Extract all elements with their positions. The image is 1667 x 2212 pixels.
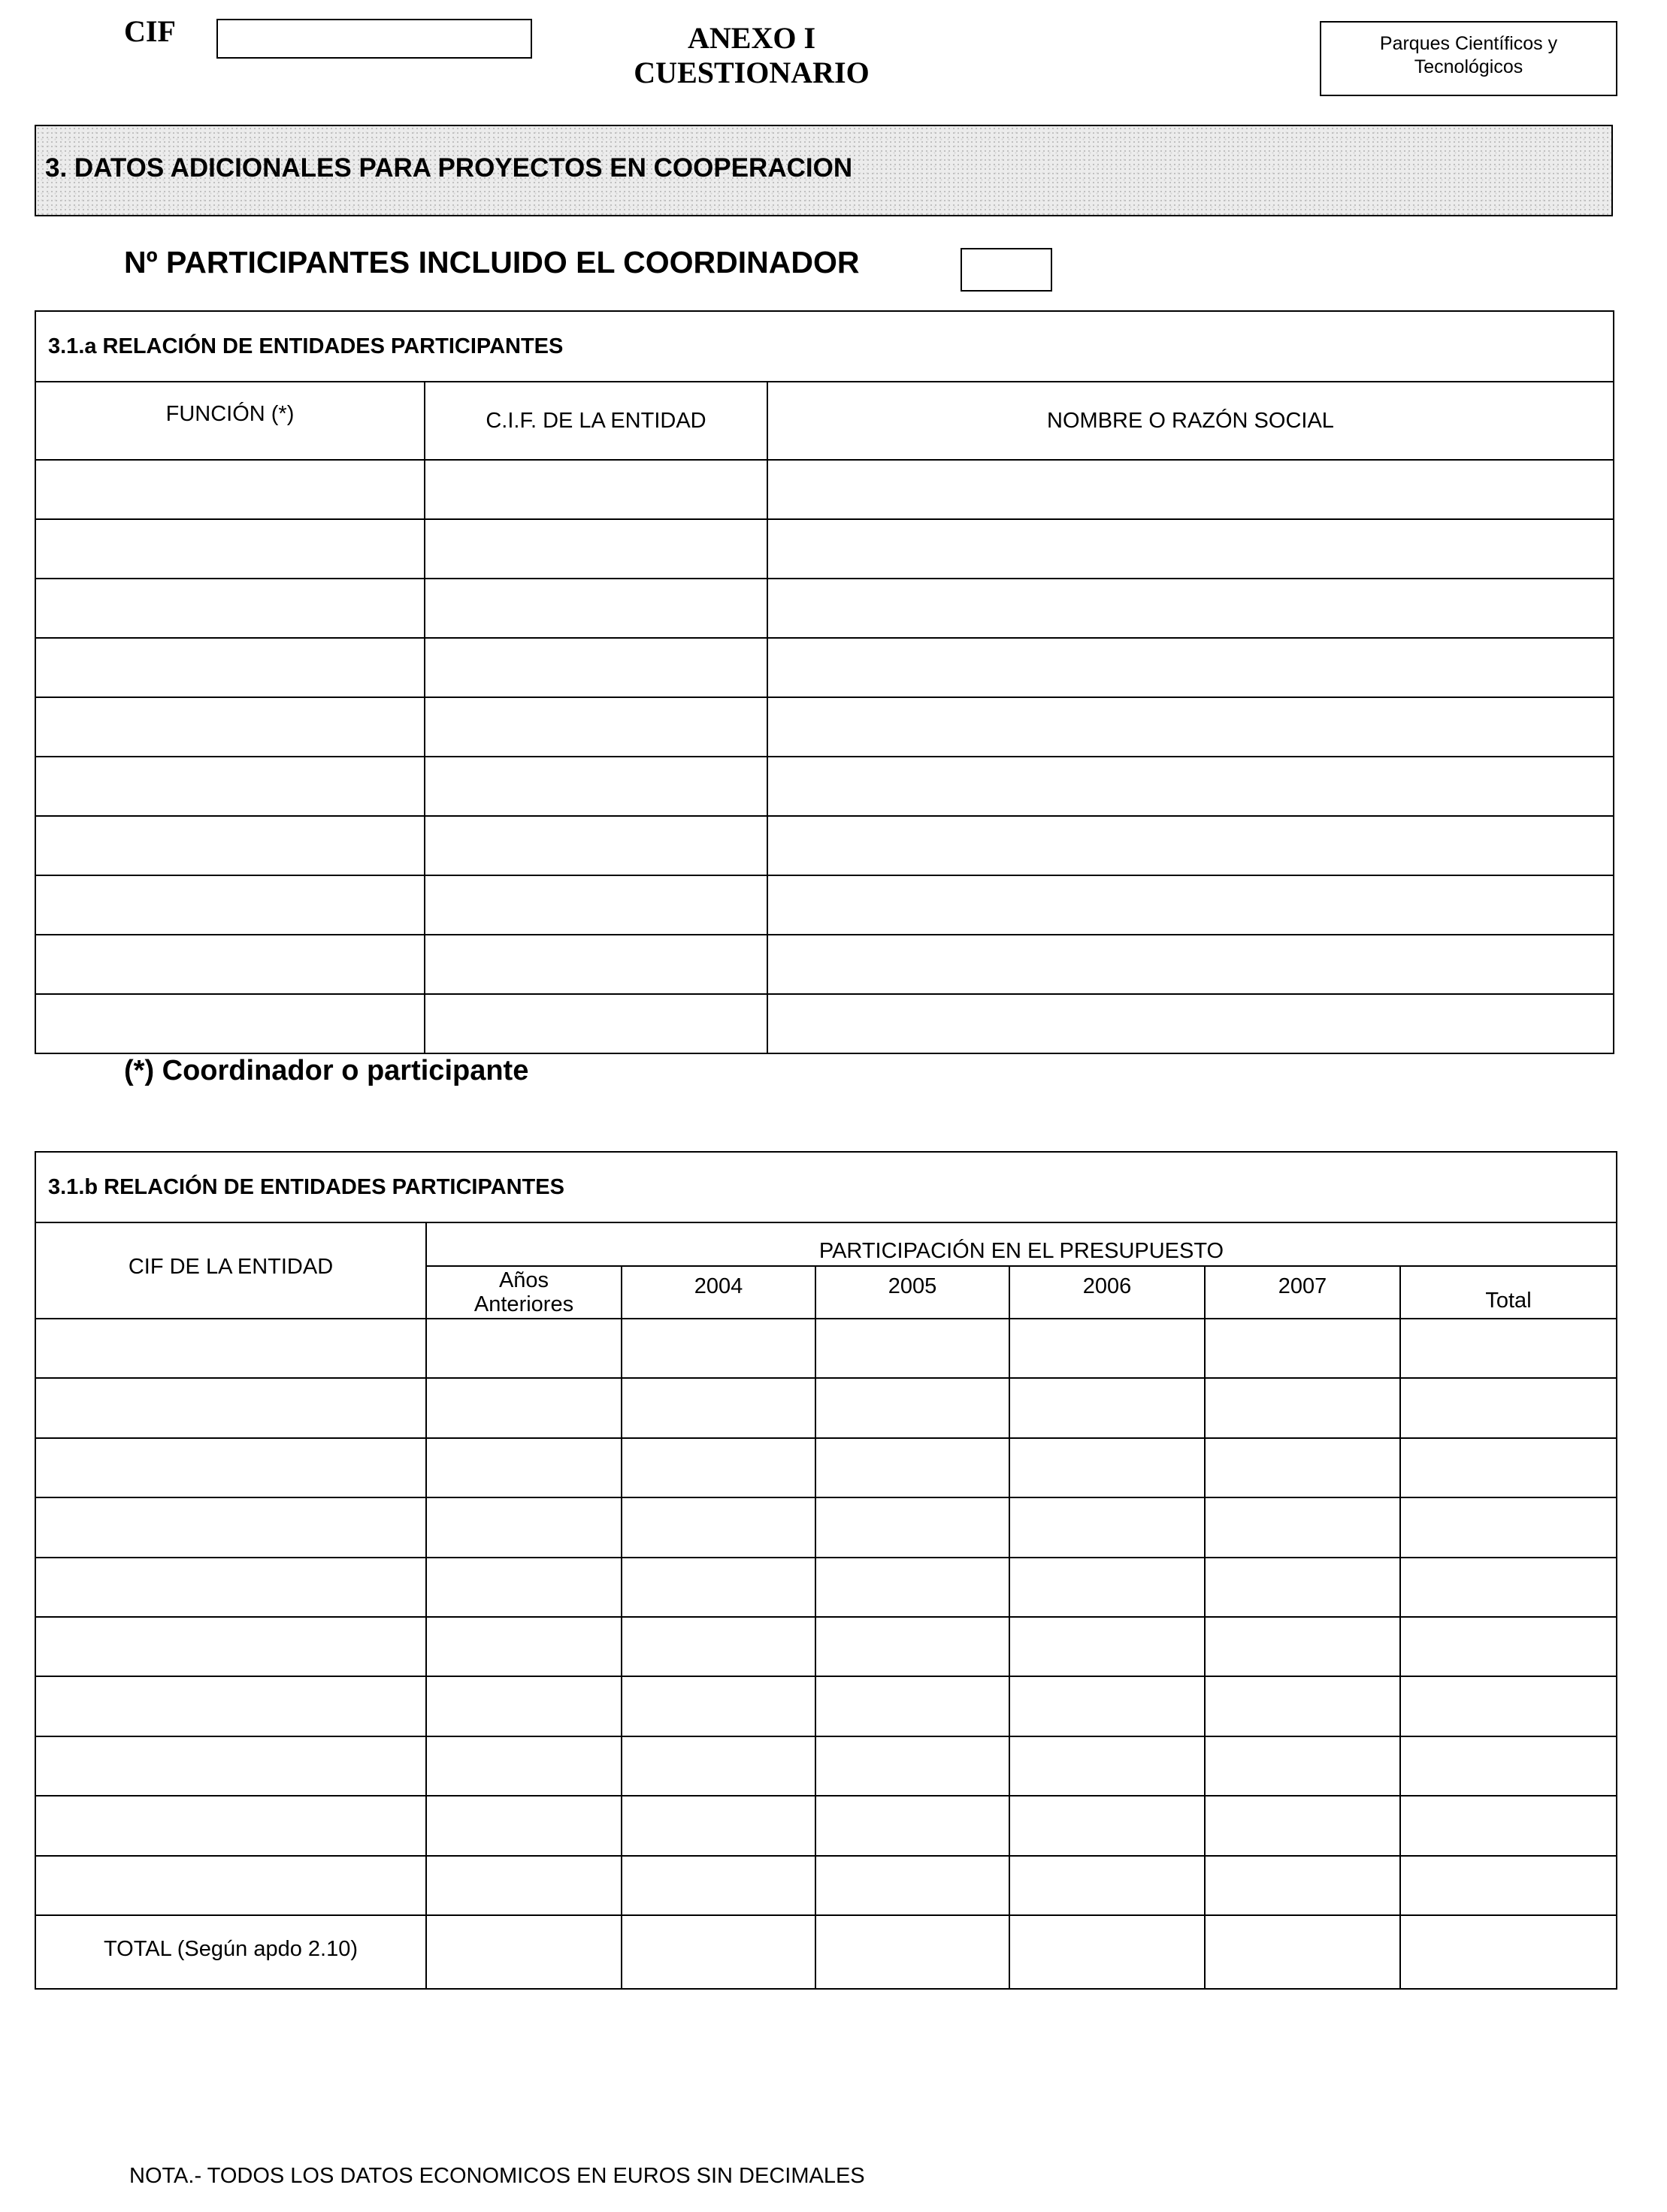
total-cell[interactable] — [1400, 1915, 1617, 1989]
table-cell[interactable] — [1009, 1617, 1205, 1676]
table-cell[interactable] — [425, 816, 767, 875]
table-cell[interactable] — [767, 697, 1614, 757]
budget-participation-header: PARTICIPACIÓN EN EL PRESUPUESTO — [426, 1222, 1617, 1266]
table-row — [35, 1438, 1617, 1497]
table-cell[interactable] — [1009, 1856, 1205, 1915]
table-cell[interactable] — [35, 1319, 426, 1378]
table-cell[interactable] — [426, 1856, 622, 1915]
table-cell[interactable] — [1009, 1796, 1205, 1855]
entities-table-a — [35, 310, 1614, 1054]
table-cell[interactable] — [35, 1378, 426, 1437]
table-cell[interactable] — [815, 1796, 1009, 1855]
table-row — [35, 1676, 1617, 1736]
table-cell[interactable] — [767, 579, 1614, 638]
table-cell[interactable] — [622, 1497, 815, 1557]
table-cell[interactable] — [767, 757, 1614, 816]
table-cell[interactable] — [425, 638, 767, 697]
table-row — [35, 1319, 1617, 1378]
table-cell[interactable] — [35, 1617, 426, 1676]
total-cell[interactable] — [622, 1915, 815, 1989]
table-row — [35, 519, 1614, 579]
table-cell[interactable] — [35, 757, 425, 816]
table-cell[interactable] — [815, 1438, 1009, 1497]
column-header-entity-name: NOMBRE O RAZÓN SOCIAL — [767, 382, 1614, 460]
table-cell[interactable] — [1400, 1319, 1617, 1378]
table-cell[interactable] — [767, 638, 1614, 697]
table-cell[interactable] — [1400, 1796, 1617, 1855]
table-cell[interactable] — [622, 1617, 815, 1676]
table-a-title: 3.1.a RELACIÓN DE ENTIDADES PARTICIPANTES — [35, 311, 1614, 382]
table-cell[interactable] — [1205, 1676, 1400, 1736]
table-row — [35, 994, 1614, 1053]
table-cell[interactable] — [35, 1796, 426, 1855]
table-cell[interactable] — [35, 1856, 426, 1915]
program-box — [1320, 21, 1617, 96]
total-cell[interactable] — [815, 1915, 1009, 1989]
document-title — [526, 21, 977, 90]
column-header-cif: CIF DE LA ENTIDAD — [35, 1222, 426, 1319]
table-cell[interactable] — [767, 935, 1614, 994]
column-header-year-2004: 2004 — [622, 1266, 815, 1319]
table-b-title: 3.1.b RELACIÓN DE ENTIDADES PARTICIPANTES — [35, 1152, 1617, 1222]
table-cell[interactable] — [35, 579, 425, 638]
cif-label: CIF — [124, 14, 176, 48]
column-header-year-2005: 2005 — [815, 1266, 1009, 1319]
table-cell[interactable] — [426, 1378, 622, 1437]
table-cell[interactable] — [1400, 1676, 1617, 1736]
table-cell[interactable] — [815, 1319, 1009, 1378]
table-row — [35, 1856, 1617, 1915]
economic-data-note: NOTA.- TODOS LOS DATOS ECONOMICOS EN EUROS SIN DECIMALES — [129, 2164, 865, 2188]
entities-table-b — [35, 1151, 1617, 1990]
table-cell[interactable] — [1009, 1497, 1205, 1557]
table-cell[interactable] — [815, 1378, 1009, 1437]
column-header-year-2006: 2006 — [1009, 1266, 1205, 1319]
table-cell[interactable] — [1400, 1438, 1617, 1497]
table-cell[interactable] — [425, 697, 767, 757]
total-cell[interactable] — [1205, 1915, 1400, 1989]
table-cell[interactable] — [426, 1676, 622, 1736]
table-row — [35, 1796, 1617, 1855]
table-cell[interactable] — [35, 935, 425, 994]
table-cell[interactable] — [35, 1676, 426, 1736]
table-cell[interactable] — [815, 1617, 1009, 1676]
table-cell[interactable] — [622, 1378, 815, 1437]
table-cell[interactable] — [426, 1736, 622, 1796]
program-name-line2: Tecnológicos — [1414, 56, 1523, 77]
table-cell[interactable] — [622, 1558, 815, 1617]
table-cell[interactable] — [1205, 1497, 1400, 1557]
table-cell[interactable] — [1205, 1736, 1400, 1796]
participants-count-input[interactable] — [961, 248, 1052, 292]
table-cell[interactable] — [35, 697, 425, 757]
table-row — [35, 1736, 1617, 1796]
table-cell[interactable] — [1205, 1378, 1400, 1437]
table-cell[interactable] — [1400, 1617, 1617, 1676]
table-cell[interactable] — [1009, 1558, 1205, 1617]
table-cell[interactable] — [1205, 1438, 1400, 1497]
table-cell[interactable] — [622, 1319, 815, 1378]
table-cell[interactable] — [622, 1676, 815, 1736]
table-cell[interactable] — [622, 1438, 815, 1497]
table-cell[interactable] — [35, 460, 425, 519]
table-cell[interactable] — [1009, 1319, 1205, 1378]
total-cell[interactable] — [1009, 1915, 1205, 1989]
table-row — [35, 1617, 1617, 1676]
table-cell[interactable] — [425, 875, 767, 935]
table-row — [35, 935, 1614, 994]
table-cell[interactable] — [1400, 1558, 1617, 1617]
table-cell[interactable] — [35, 1497, 426, 1557]
table-cell[interactable] — [1205, 1796, 1400, 1855]
table-cell[interactable] — [622, 1796, 815, 1855]
table-cell[interactable] — [425, 994, 767, 1053]
table-cell[interactable] — [35, 994, 425, 1053]
table-cell[interactable] — [426, 1796, 622, 1855]
table-cell[interactable] — [425, 935, 767, 994]
table-cell[interactable] — [1400, 1736, 1617, 1796]
table-cell[interactable] — [35, 875, 425, 935]
table-cell[interactable] — [1400, 1378, 1617, 1437]
table-row — [35, 697, 1614, 757]
table-cell[interactable] — [1205, 1617, 1400, 1676]
table-cell[interactable] — [815, 1558, 1009, 1617]
table-cell[interactable] — [426, 1558, 622, 1617]
column-header-entity-cif: C.I.F. DE LA ENTIDAD — [425, 382, 767, 460]
questionnaire-label: CUESTIONARIO — [634, 56, 870, 89]
table-cell[interactable] — [426, 1438, 622, 1497]
table-row — [35, 1497, 1617, 1557]
footnote-function: (*) Coordinador o participante — [124, 1055, 529, 1086]
table-cell[interactable] — [1009, 1736, 1205, 1796]
table-cell[interactable] — [1009, 1676, 1205, 1736]
column-header-total: Total — [1400, 1266, 1617, 1319]
table-row — [35, 757, 1614, 816]
annex-label: ANEXO I — [687, 21, 816, 55]
table-cell[interactable] — [622, 1736, 815, 1796]
table-cell[interactable] — [815, 1497, 1009, 1557]
table-cell[interactable] — [815, 1736, 1009, 1796]
table-cell[interactable] — [767, 875, 1614, 935]
table-cell[interactable] — [622, 1856, 815, 1915]
table-cell[interactable] — [35, 816, 425, 875]
table-cell[interactable] — [425, 460, 767, 519]
table-cell[interactable] — [767, 519, 1614, 579]
table-row — [35, 875, 1614, 935]
table-cell[interactable] — [1009, 1438, 1205, 1497]
table-row — [35, 816, 1614, 875]
table-cell[interactable] — [815, 1856, 1009, 1915]
table-cell[interactable] — [426, 1617, 622, 1676]
section-title: 3. DATOS ADICIONALES PARA PROYECTOS EN COOPERACION — [45, 153, 853, 183]
program-name-line1: Parques Científicos y — [1379, 33, 1558, 54]
table-cell[interactable] — [426, 1319, 622, 1378]
table-cell[interactable] — [1009, 1378, 1205, 1437]
table-cell[interactable] — [425, 757, 767, 816]
table-cell[interactable] — [426, 1497, 622, 1557]
participants-count-label: Nº PARTICIPANTES INCLUIDO EL COORDINADOR — [124, 245, 860, 280]
table-cell[interactable] — [35, 1558, 426, 1617]
table-cell[interactable] — [35, 638, 425, 697]
column-header-function: FUNCIÓN (*) — [35, 382, 425, 460]
table-cell[interactable] — [1400, 1497, 1617, 1557]
table-cell[interactable] — [1205, 1319, 1400, 1378]
table-cell[interactable] — [1400, 1856, 1617, 1915]
column-header-previous-years: Años Anteriores — [426, 1266, 622, 1319]
cif-input-box[interactable] — [216, 19, 532, 59]
table-cell[interactable] — [425, 579, 767, 638]
table-row — [35, 579, 1614, 638]
table-cell[interactable] — [1205, 1856, 1400, 1915]
table-cell[interactable] — [767, 460, 1614, 519]
table-cell[interactable] — [425, 519, 767, 579]
total-row-label: TOTAL (Según apdo 2.10) — [35, 1915, 426, 1989]
table-cell[interactable] — [35, 1438, 426, 1497]
table-cell[interactable] — [35, 1736, 426, 1796]
table-row — [35, 1558, 1617, 1617]
table-row — [35, 460, 1614, 519]
table-cell[interactable] — [35, 519, 425, 579]
total-cell[interactable] — [426, 1915, 622, 1989]
table-cell[interactable] — [767, 994, 1614, 1053]
table-a-header-row — [35, 382, 1614, 460]
table-row — [35, 638, 1614, 697]
column-header-year-2007: 2007 — [1205, 1266, 1400, 1319]
total-row — [35, 1915, 1617, 1989]
table-cell[interactable] — [1205, 1558, 1400, 1617]
table-cell[interactable] — [767, 816, 1614, 875]
table-row — [35, 1378, 1617, 1437]
table-cell[interactable] — [815, 1676, 1009, 1736]
